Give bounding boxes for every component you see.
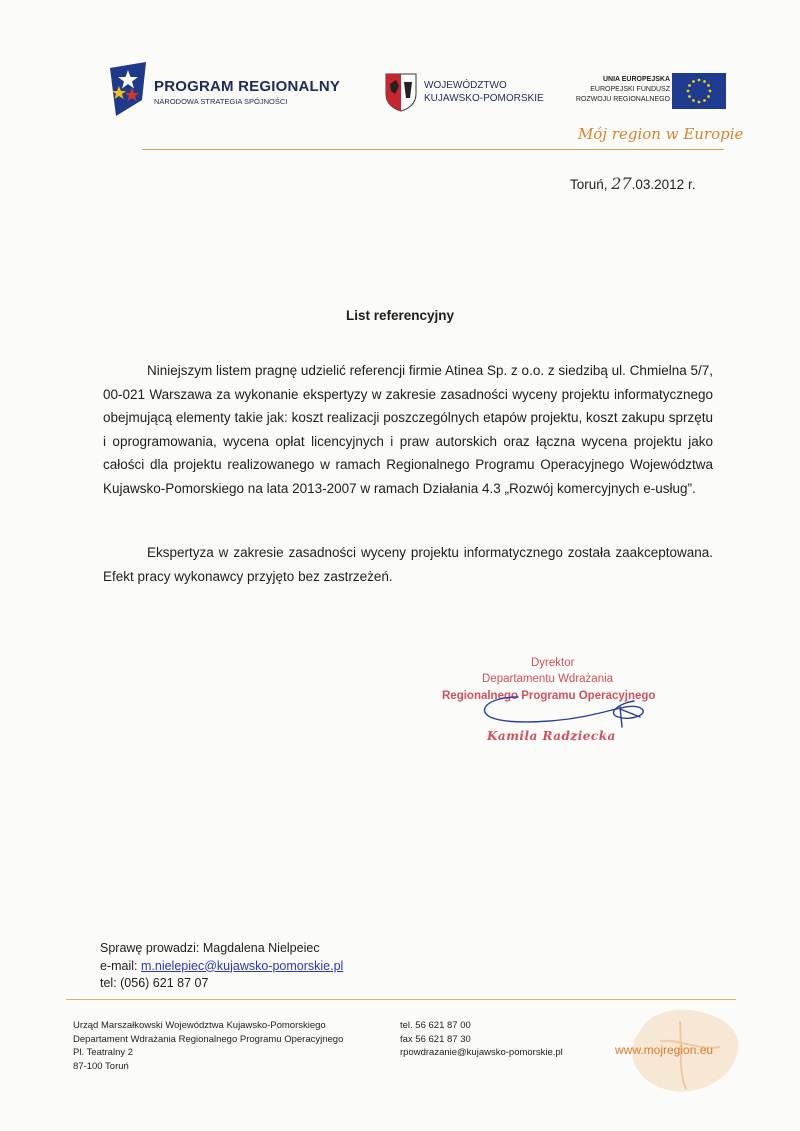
date-line	[570, 174, 695, 193]
handled-by: Sprawę prowadzi: Magdalena Nielpeiec	[100, 941, 320, 955]
eu-flag-icon	[672, 73, 726, 109]
slogan: Mój region w Europie	[578, 125, 744, 143]
coat-of-arms-icon	[384, 72, 418, 112]
program-title: PROGRAM REGIONALNY	[154, 78, 341, 95]
header-divider	[142, 149, 724, 150]
handwritten-signature	[470, 683, 670, 728]
footer-fax: fax 56 621 87 30	[400, 1033, 471, 1045]
eu-line-3: ROZWOJU REGIONALNEGO	[575, 96, 670, 103]
document-title: List referencyjny	[345, 308, 455, 323]
stamp-name: Kamila Radziecka	[487, 729, 616, 743]
phone-line: tel: (056) 621 87 07	[100, 976, 209, 990]
eu-fund-logo	[560, 70, 730, 114]
body-paragraph-1: Niniejszym listem pragnę udzielić referencji firmie Atinea Sp. z o.o. z siedzibą ul. Chmielna 5/7, 00-021 Warszawa za wykonanie ekspertyzy w zakresie zasadności wyceny projektu informatycznego obejmującą elementy takie jak: koszt realizacji poszczególnych etapów projektu, koszt zakupu sprzętu i oprogramowania, wycena opłat licencyjnych i praw autorskich oraz łączna wycena projektu jako całości dla projektu realizowanego w ramach Regionalnego Programu Operacyjnego Województwa Kujawsko-Pomorskiego na lata 2013-2007 w ramach Działania 4.3 „Rozwój komercyjnych e-usług”.	[103, 363, 713, 496]
date-prefix: Toruń,	[570, 177, 612, 192]
footer-address	[73, 1019, 343, 1073]
region-line-1: WOJEWÓDZTWO	[424, 80, 507, 91]
email-link[interactable]: m.nielepiec@kujawsko-pomorskie.pl	[140, 958, 344, 973]
eu-line-1: UNIA EUROPEJSKA	[602, 76, 670, 83]
footer-tel: tel. 56 621 87 00	[400, 1020, 471, 1031]
stamp-line-1: Dyrektor	[531, 657, 575, 669]
voivodeship-logo	[384, 72, 574, 112]
body-paragraph-2: Ekspertyza w zakresie zasadności wyceny projektu informatycznego została zaakceptowana. Efekt pracy wykonawcy przyjęto bez zastrzeżeń.	[103, 545, 713, 584]
date-day-handwritten: 27	[611, 174, 632, 193]
region-line-2: KUJAWSKO-POMORSKIE	[424, 93, 544, 104]
date-suffix: .03.2012 r.	[631, 177, 696, 192]
stamp-line-3: Regionalnego Programu Operacyjnego	[442, 690, 656, 702]
email-line	[100, 958, 343, 976]
eu-line-2: EUROPEJSKI FUNDUSZ	[590, 86, 670, 93]
official-stamp	[430, 653, 680, 763]
program-subtitle: NARODOWA STRATEGIA SPÓJNOŚCI	[154, 97, 288, 106]
program-star-icon	[106, 60, 150, 120]
contact-block	[100, 940, 343, 993]
footer-website-link[interactable]: www.mojregion.eu	[615, 1043, 714, 1057]
email-label: e-mail:	[100, 958, 141, 973]
footer-address-line: 87-100 Toruń	[73, 1060, 129, 1072]
footer-address-line: Pl. Teatralny 2	[73, 1047, 134, 1058]
footer-address-line: Urząd Marszałkowski Województwa Kujawsko-Pomorskiego	[73, 1020, 326, 1031]
stamp-line-2: Departamentu Wdrażania	[482, 673, 614, 685]
program-regionalny-logo	[106, 60, 346, 120]
footer-contacts	[400, 1019, 563, 1060]
footer-divider	[66, 999, 736, 1000]
footer-address-line: Departament Wdrażania Regionalnego Programu Operacyjnego	[73, 1033, 344, 1045]
footer-email[interactable]: rpowdrazanie@kujawsko-pomorskie.pl	[400, 1047, 563, 1058]
